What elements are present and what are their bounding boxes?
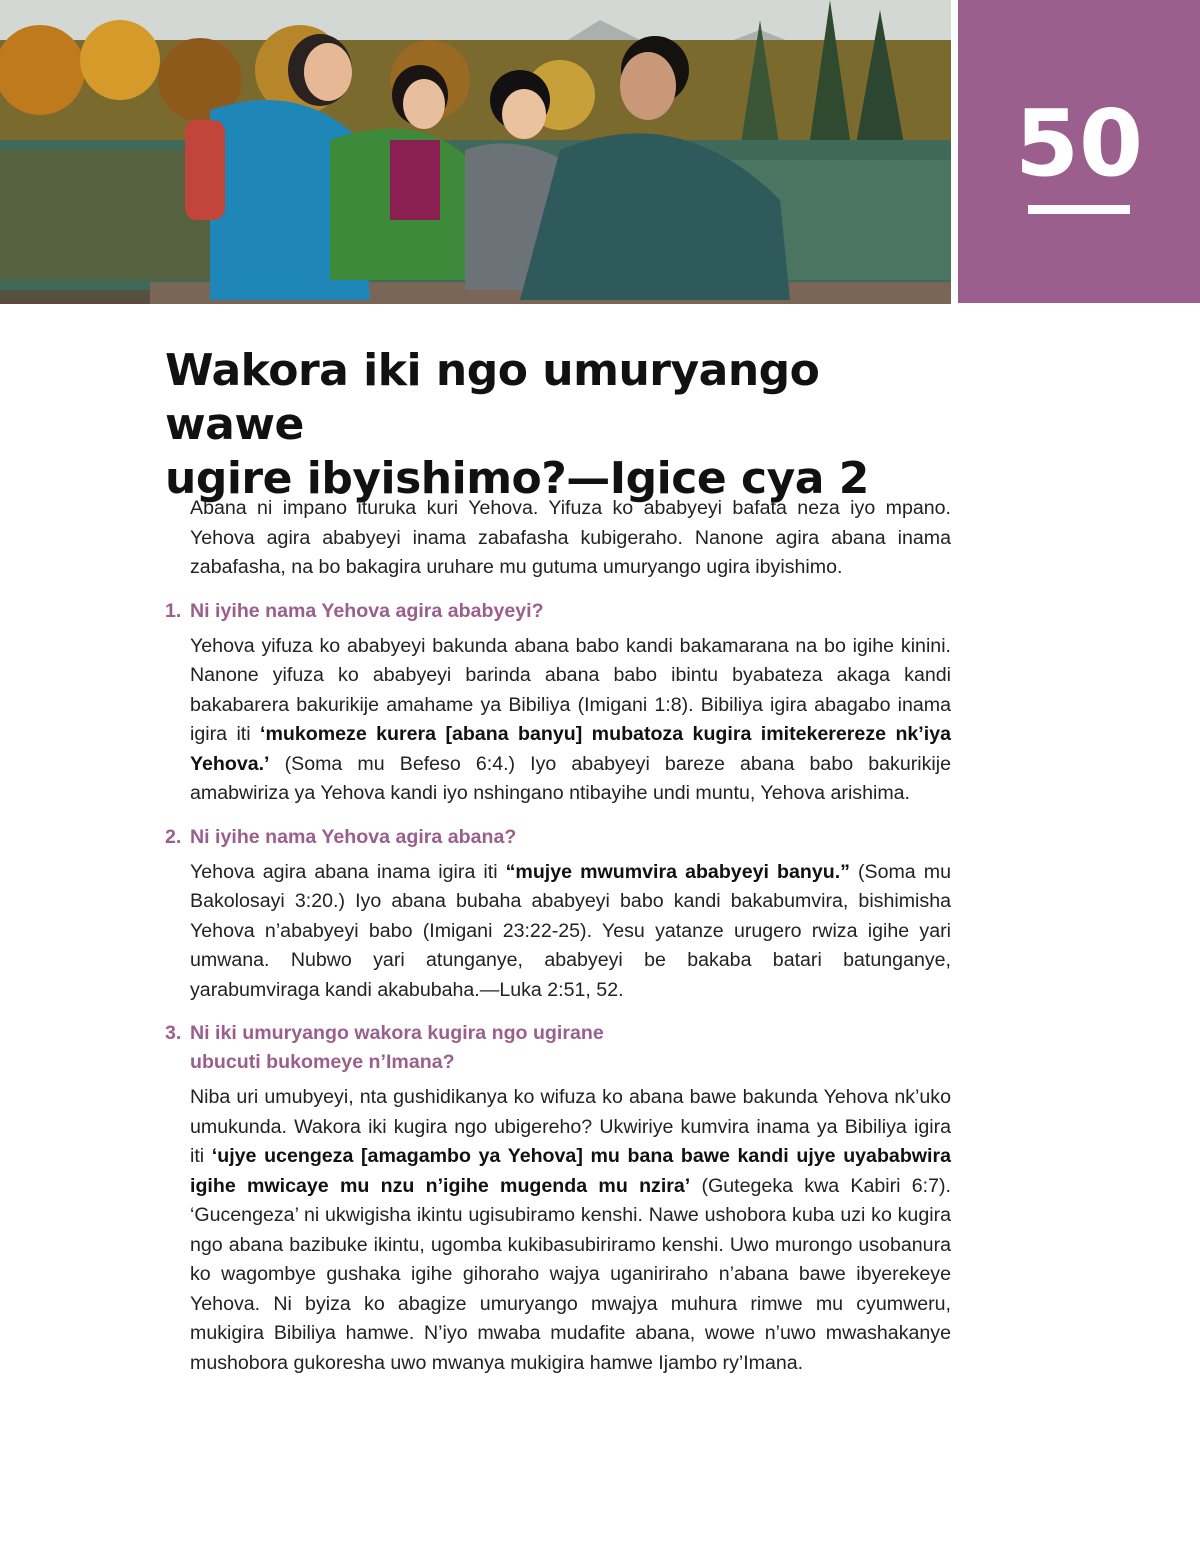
answer-2-paragraph — [190, 858, 951, 1006]
header-photo — [0, 0, 951, 304]
answer-text: (Soma mu Bakolosayi 3:20.) Iyo abana bubaha ababyeyi babo kandi bakabumvira, bishimisha Yehova n’ababyeyi babo (Imigani 23:22-25). Yesu yatanze urugero rwiza igihe yari umwana. Nubwo yari atunganye, ababyeyi be bakaba batari batunganye, yarabumviraga kandi akabubaha.—Luka 2:51, 52. — [190, 860, 951, 1001]
question-1-heading — [165, 597, 951, 626]
scripture-quote: ‘ujye ucengeza [amagambo ya Yehova] mu bana bawe kandi ujye uyababwira igihe mwicaye mu nzu n’igihe mugenda mu nzira’ — [190, 1145, 951, 1197]
scripture-quote: “mujye mwumvira ababyeyi banyu.” — [505, 860, 850, 883]
answer-1-paragraph — [190, 632, 951, 809]
lesson-number-badge — [958, 0, 1200, 303]
family-by-lake-illustration — [0, 0, 951, 304]
question-text: Ni iki umuryango wakora kugira ngo ugirane — [190, 1022, 604, 1044]
answer-text: Yehova agira abana inama igira iti — [190, 860, 506, 883]
answer-3-paragraph — [190, 1083, 951, 1378]
scripture-quote: ‘mukomeze kurera [abana banyu] mubatoza kugira imitekerereze nk’iya Yehova.’ — [190, 723, 951, 775]
intro-paragraph: Abana ni impano ituruka kuri Yehova. Yifuza ko ababyeyi bafata neza iyo mpano. Yehova agira ababyeyi inama zabafasha kubigeraho. Nanone agira abana inama zabafasha, na bo bakagira uruhare mu gutuma umuryango ugira ibyishimo. — [190, 497, 951, 578]
question-number: 2. — [165, 825, 182, 848]
question-2-heading — [165, 823, 951, 852]
question-text: Ni iyihe nama Yehova agira abana? — [190, 825, 517, 848]
lesson-number: 50 — [1014, 90, 1144, 197]
answer-text: (Gutegeka kwa Kabiri 6:7). ‘Gucengeza’ ni ukwigisha ikintu ugisubiramo kenshi. Nawe ushobora kuba uzi ko kugira ngo abana bazibuke ikintu, ugomba kukibasubiriramo kenshi. Uwo murongo usobanura ko wagombye gushaka igihe gihoraho wajya uganiriraho n’abana bawe ibyerekeye Yehova. Ni byiza ko abagize umuryango mwajya muhura rimwe mu cyumweru, mukigira Bibiliya hamwe. N’iyo mwaba mudafite abana, wowe n’uwo mwashakanye mushobora gukoresha uwo mwanya mukigira hamwe Ijambo ry’Imana. — [190, 1174, 951, 1374]
badge-underline — [1028, 205, 1130, 214]
answer-text: Yehova yifuza ko ababyeyi bakunda abana babo kandi bakamarana na bo igihe kinini. Nanone yifuza ko ababyeyi barinda abana babo ibintu byabateza akaga kandi bakabarera bakurikije amahame ya Bibiliya (Imigani 1:8). Bibiliya igira abagabo inama igira iti — [190, 634, 951, 745]
title-line-1: Wakora iki ngo umuryango wawe — [165, 345, 820, 450]
lesson-title — [165, 344, 965, 506]
title-line-2: ugire ibyishimo?—Igice cya 2 — [165, 453, 869, 504]
question-number: 3. — [165, 1022, 182, 1044]
question-3-heading — [165, 1019, 951, 1077]
question-text-line-2: ubucuti bukomeye n’Imana? — [190, 1051, 455, 1073]
lesson-body — [165, 494, 951, 1378]
answer-text: (Soma mu Befeso 6:4.) Iyo ababyeyi bareze abana babo bakurikije amabwiriza ya Yehova kandi iyo nshingano ntibayihe undi muntu, Yehova arishima. — [190, 752, 951, 804]
question-text: Ni iyihe nama Yehova agira ababyeyi? — [190, 599, 544, 622]
answer-text: Niba uri umubyeyi, nta gushidikanya ko wifuza ko abana bawe bakunda Yehova nk’uko umukunda. Wakora iki kugira ngo ubigereho? Ukwiriye kumvira inama ya Bibiliya igira iti — [190, 1086, 951, 1167]
question-number: 1. — [165, 599, 182, 622]
